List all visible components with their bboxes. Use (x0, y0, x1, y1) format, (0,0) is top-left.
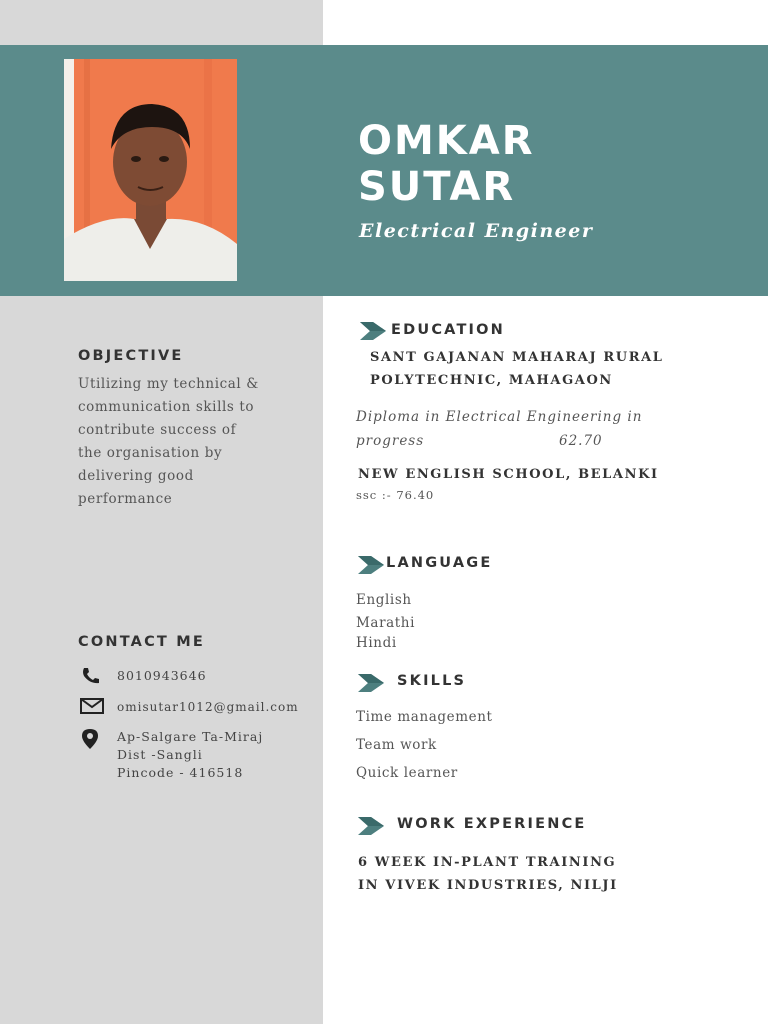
contact-heading: CONTACT ME (78, 634, 206, 650)
course-score: 62.70 (559, 433, 603, 449)
work-experience-line: 6 WEEK IN-PLANT TRAINING (358, 855, 617, 870)
education-heading: EDUCATION (391, 322, 506, 338)
language-list (356, 589, 415, 655)
contact-address-row (80, 728, 263, 782)
skill-item: Team work (356, 737, 437, 753)
job-title: Electrical Engineer (359, 220, 594, 242)
education-institution-1 (370, 346, 664, 392)
education-institution-2: NEW ENGLISH SCHOOL, BELANKI (358, 467, 659, 482)
phone-number[interactable]: 8010943646 (117, 668, 207, 683)
objective-line: the organisation by (78, 445, 223, 461)
institution-line: SANT GAJANAN MAHARAJ RURAL (370, 350, 664, 365)
language-heading: LANGUAGE (386, 555, 493, 571)
skill-item: Time management (356, 709, 493, 725)
objective-line: contribute success of (78, 422, 237, 438)
phone-icon (80, 667, 106, 687)
last-name: SUTAR (358, 164, 516, 210)
objective-line: Utilizing my technical & (78, 376, 259, 392)
chevron-right-icon (358, 556, 384, 574)
objective-line: delivering good (78, 468, 194, 484)
address (117, 728, 263, 782)
contact-phone-row (80, 667, 207, 687)
email-address[interactable]: omisutar1012@gmail.com (117, 700, 299, 714)
first-name: OMKAR (358, 118, 535, 164)
full-name (358, 118, 738, 210)
course-line-1: Diploma in Electrical Engineering in (356, 409, 643, 425)
address-line: Pincode - 416518 (117, 765, 244, 780)
objective-text (78, 373, 308, 511)
address-line: Ap-Salgare Ta-Miraj (117, 729, 264, 744)
chevron-right-icon (360, 322, 386, 340)
profile-photo (64, 59, 237, 281)
institution-line: POLYTECHNIC, MAHAGAON (370, 373, 613, 388)
language-item: Marathi (356, 615, 416, 631)
chevron-right-icon (358, 817, 384, 835)
work-experience-line: IN VIVEK INDUSTRIES, NILJI (358, 878, 618, 893)
objective-line: communication skills to (78, 399, 255, 415)
contact-email-row (80, 698, 299, 718)
ssc-score: ssc :- 76.40 (356, 488, 435, 502)
skills-list (356, 703, 493, 787)
skills-heading: SKILLS (397, 673, 467, 689)
objective-line: performance (78, 491, 173, 507)
address-line: Dist -Sangli (117, 747, 203, 762)
work-experience-text (358, 851, 618, 897)
location-pin-icon (80, 728, 106, 748)
skill-item: Quick learner (356, 765, 458, 781)
chevron-right-icon (358, 674, 384, 692)
language-item: Hindi (356, 635, 397, 651)
objective-heading: OBJECTIVE (78, 348, 184, 364)
language-item: English (356, 592, 412, 608)
mail-icon (80, 698, 106, 718)
work-experience-heading: WORK EXPERIENCE (397, 816, 587, 832)
course-line-2: progress (356, 433, 425, 449)
